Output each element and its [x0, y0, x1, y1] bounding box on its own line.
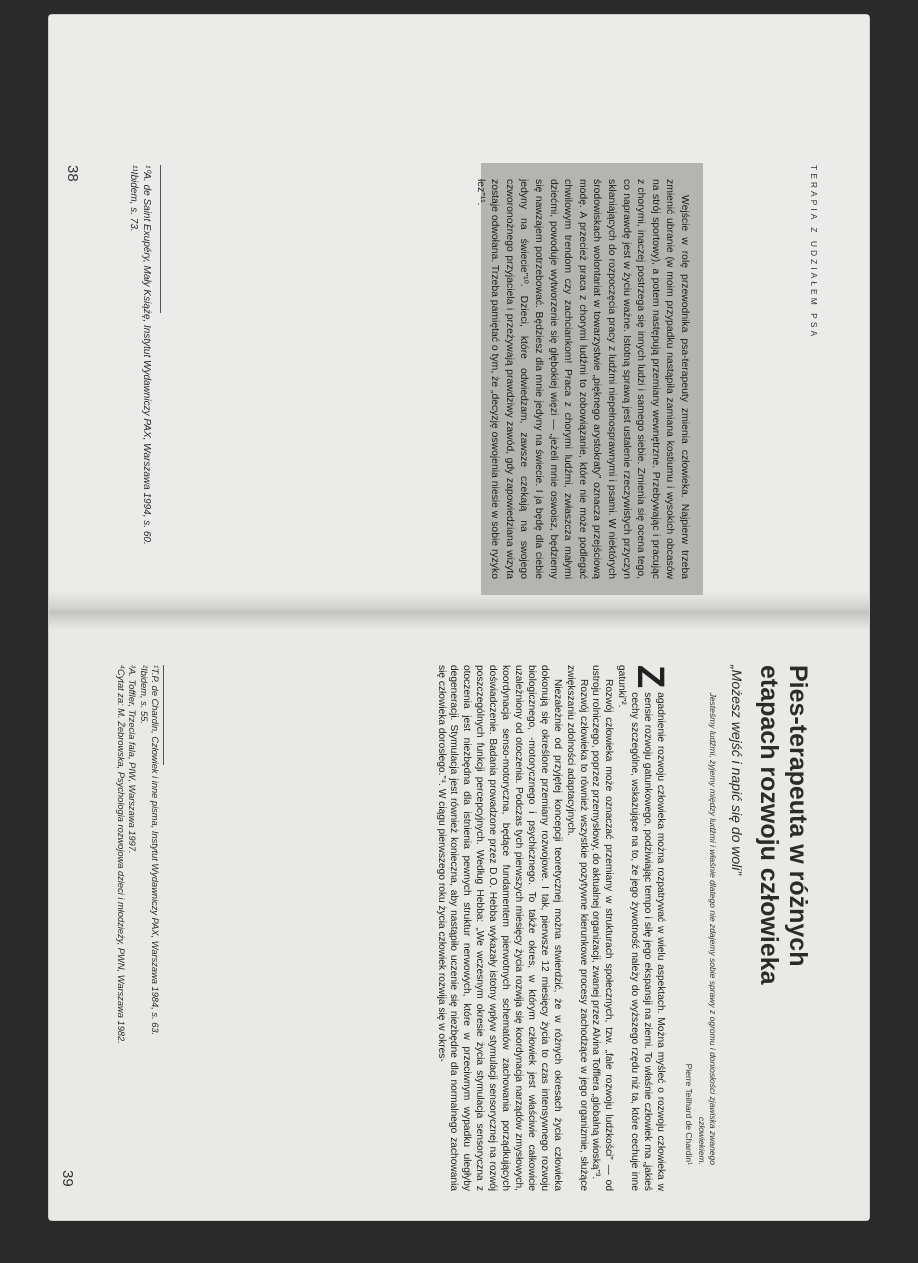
drop-cap: Z — [629, 665, 671, 689]
book-gutter — [49, 590, 869, 630]
footnote-rule — [160, 165, 161, 313]
right-footnotes — [114, 665, 160, 1185]
footnote: ¹¹Ibidem, s. 73. — [128, 165, 140, 232]
footnote: ¹⁰A. de Saint Exupéry, Mały Książę, Instytut Wydawniczy PAX, Warszawa 1994, s. 60. — [141, 165, 152, 545]
body-paragraph: Rozwój człowieka to również wszystkie pozytywne kierunkowe procesy zachodzące w jego organizmie, służące zwiększaniu zdolności adaptacyjnych. — [564, 665, 589, 1191]
quote-box — [474, 163, 703, 595]
chapter-title-line: etapach rozwoju człowieka — [755, 665, 783, 985]
footnote-rule — [163, 665, 164, 765]
footnote: ³A. Toffler, Trzecia fala, PIW, Warszawa 1997. — [127, 665, 138, 854]
body-text — [434, 665, 671, 1191]
epigraph: Jesteśmy ludźmi, żyjemy między ludźmi i właśnie dlatego nie zdajemy sobie sprawy z ogromu i doniosłości zjawiska zwanego człowiekiem. — [697, 692, 718, 1165]
chapter-title — [754, 665, 812, 1185]
footnote: ²Ibidem, s. 55. — [138, 665, 149, 724]
chapter-title-line: Pies-terapeuta w różnych — [784, 665, 812, 967]
chapter-subtitle: „Możesz wejść i napić się do woli” — [729, 665, 745, 876]
left-footnotes — [127, 165, 152, 595]
footnote: ¹T.P. de Chardin, Człowiek i inne pisma, Instytut Wydawniczy PAX, Warszawa 1984, s. 63. — [150, 665, 160, 1036]
footnote: ⁴Cytat za: M. Żebrowska, Psychologia rozwojowa dzieci i młodzieży, PWN, Warszawa 1982. — [115, 665, 126, 1044]
body-paragraph: Niezależnie od przyjętej koncepcji teoretycznej można stwierdzić, że w różnych okresach życia człowieka dokonują się określone przemiany rozwojowe. I tak, pierwsze 12 miesięcy życia to czas intensywnego rozwoju biologicznego, -motorycznego i psychicznego. To także okres, w którym człowiek jest właściwie całkowicie uzależniony od otoczenia. Podczas tych pierwszych miesięcy życia rozwija się koordynacja narządów zmysłowych, koordynacja senso-motoryczna, będące fundamentem pierwotnych schematów zachowania porządkujących doświadczenie. Badania prowadzone przez D.O. Hebba wykazały istotny wpływ stymulacji sensorycznej na rozwój poszczególnych funkcji percepcyjnych. Według Hebba: „We wczesnym okresie życia stymulacja sensoryczna z otoczenia jest niezbędna dla istnienia pewnych struktur nerwowych, które w przeciwnym wypadku uległyby degeneracji. Stymulacja jest również konieczna, aby nastąpiło uczenie się niezbędne dla normalnego zachowania się człowieka dorosłego.”⁴. W ciągu pierwszego roku życia człowiek rozwija się w okres- — [435, 665, 563, 1191]
left-page — [49, 15, 869, 608]
body-paragraph — [614, 665, 671, 1191]
book-spread — [49, 15, 869, 1220]
body-paragraph: Rozwój człowieka może oznaczać przemiany w strukturach społecznych, tzw. „fale rozwoju ludzkości” — od ustroju rolniczego, poprzez przemysłowy, do aktualnej organizacji, zwanej przez Alvina Tofflera „globalną wioską”³. — [590, 665, 615, 1191]
page-number-right: 39 — [59, 1170, 76, 1187]
body-paragraph-text: agadnienie rozwoju człowieka można rozpatrywać w wielu aspektach. Można myśleć o rozwoju człowieka w sensie rozwoju gatunkowego, podziwiając tempo i siłę jego ekspansji na ziemi. To właśnie człowiek ma „jakieś cechy szczególne, wskazujące na to, że jego żywotność należy do wyższego rzędu niż ta, które cechuje inne gatunki”². — [616, 665, 666, 1191]
page-number-left: 38 — [64, 165, 81, 182]
epigraph-author: Pierre Teilhard de Chardin¹ — [684, 1063, 694, 1165]
running-head: TERAPIA Z UDZIAŁEM PSA — [809, 165, 819, 340]
quote-paragraph: Wejście w rolę przewodnika psa-terapeuty zmienia człowieka. Najpierw trzeba zmienić ubranie (w moim przypadku nastąpiła zamiana kostiumu i wysokich obcasów na strój sportowy), a potem następują przemiany wewnętrzne. Przebywając i pracując z chorymi, inaczej postrzega się innych ludzi i samego siebie. Zmienia się ocena tego, co naprawdę jest w życiu ważne. Istotną sprawą jest ustalenie rzeczywistych przyczyn skłaniających do rozpoczęcia pracy z ludźmi niepełnosprawnymi i psami. W niektórych środowiskach wolontariat w towarzystwie „pięknego arystokraty” oznacza przejściową modę. A przecież praca z chorymi ludźmi to zobowiązanie, które nie może podlegać chwilowym trendom czy zachciankom! Praca z chorymi ludźmi, zwłaszcza małymi dziećmi, powoduje wytworzenie się głębokiej więzi — „jeżeli mnie oswoisz, będziemy się nawzajem potrzebować. Będziesz dla mnie jedyny na świecie. I ja będę dla ciebie jedyny na świecie”¹⁰. Dzieci, które odwiedzam, zawsze czekają na swojego czworonożnego przyjaciela i przeżywają prawdziwy zawód, gdy zapowiedziana wizyta zostaje odwołana. Trzeba pamiętać o tym, że „decyzję oswojenia niesie w sobie ryzyko łez”¹¹. — [474, 179, 690, 579]
